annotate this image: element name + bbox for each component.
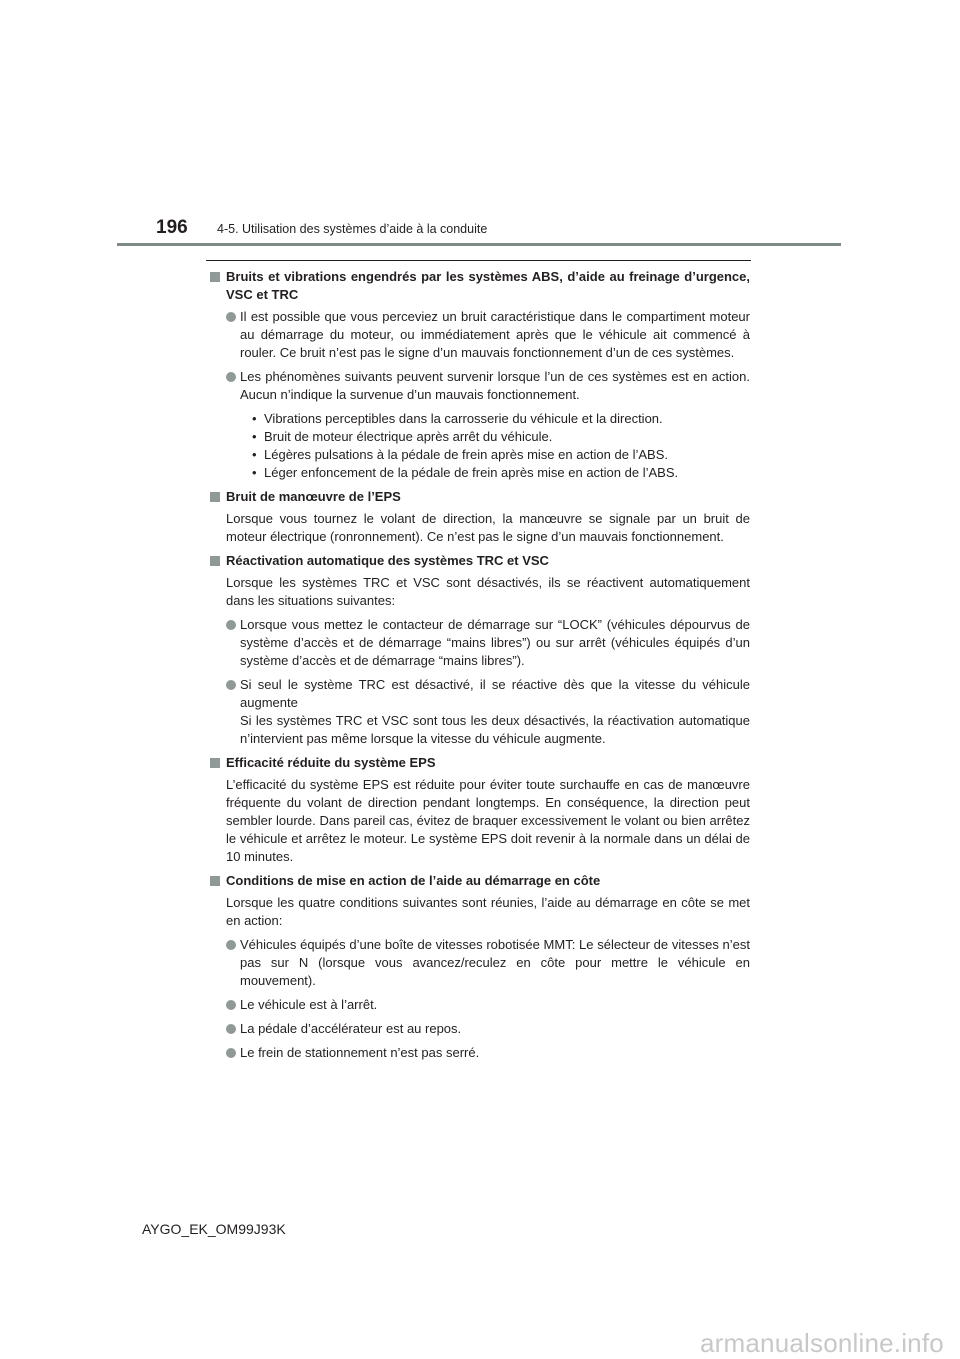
bullet-item: Les phénomènes suivants peuvent survenir lorsque l’un de ces systèmes est en action. Aucun n’indique la survenue d’un mauvais fonctionnement. xyxy=(210,368,750,404)
bullet-continuation: Si les systèmes TRC et VSC sont tous les deux désactivés, la réactivation automatique n’intervient pas même lorsque la vitesse du véhicule augmente. xyxy=(240,713,750,746)
bullet-item: Véhicules équipés d’une boîte de vitesses robotisée MMT: Le sélecteur de vitesses n’est pas sur N (lorsque vous avancez/reculez en côte pour mettre le véhicule en mouvement). xyxy=(210,936,750,990)
circle-bullet-icon xyxy=(226,620,236,630)
paragraph: Lorsque vous tournez le volant de direction, la manœuvre se signale par un bruit de moteur électrique (ronronnement). Ce n’est pas le signe d’un mauvais fonctionnement. xyxy=(226,511,750,544)
content-top-divider xyxy=(206,260,751,261)
page-number: 196 xyxy=(156,217,188,238)
sub-list-item: • Vibrations perceptibles dans la carrosserie du véhicule et la direction. xyxy=(252,411,663,426)
sub-list-item: • Légères pulsations à la pédale de frein après mise en action de l’ABS. xyxy=(252,447,668,462)
paragraph: Lorsque les quatre conditions suivantes sont réunies, l’aide au démarrage en côte se met en action: xyxy=(226,895,750,928)
bullet-item: La pédale d’accélérateur est au repos. xyxy=(210,1020,750,1038)
bullet-item: Si seul le système TRC est désactivé, il se réactive dès que la vitesse du véhicule augmente Si les systèmes TRC et VSC sont tous les deux désactivés, la réactivation automatique n’intervient pas même lorsque la vitesse du véhicule augmente. xyxy=(210,676,750,748)
circle-bullet-icon xyxy=(226,940,236,950)
sub-list xyxy=(210,410,750,482)
circle-bullet-icon xyxy=(226,1048,236,1058)
bullet-item: Le frein de stationnement n’est pas serré. xyxy=(210,1044,750,1062)
bullet-item: Il est possible que vous perceviez un bruit caractéristique dans le compartiment moteur au démarrage du moteur, ou immédiatement après que le véhicule ait commencé à rouler. Ce bruit n’est pas le signe d’un mauvais fonctionnement d’un de ces systèmes. xyxy=(210,308,750,362)
middle-dot-icon: • xyxy=(252,411,257,426)
header-divider xyxy=(117,243,841,246)
section-heading: Conditions de mise en action de l’aide au démarrage en côte xyxy=(210,872,750,890)
circle-bullet-icon xyxy=(226,680,236,690)
section-heading: Réactivation automatique des systèmes TRC et VSC xyxy=(210,552,750,570)
bullet-item: Lorsque vous mettez le contacteur de démarrage sur “LOCK” (véhicules dépourvus de système d’accès et de démarrage “mains libres”) ou sur arrêt (véhicules équipés d’un système d’accès et de démarrage “mains libres”). xyxy=(210,616,750,670)
circle-bullet-icon xyxy=(226,312,236,322)
square-bullet-icon xyxy=(210,272,220,282)
document-code: AYGO_EK_OM99J93K xyxy=(142,1221,286,1237)
circle-bullet-icon xyxy=(226,1000,236,1010)
middle-dot-icon: • xyxy=(252,447,257,462)
section-heading: Efficacité réduite du système EPS xyxy=(210,754,750,772)
sub-list-item: • Bruit de moteur électrique après arrêt du véhicule. xyxy=(252,429,553,444)
square-bullet-icon xyxy=(210,758,220,768)
section-heading: Bruits et vibrations engendrés par les systèmes ABS, d’aide au freinage d’urgence, VSC et TRC xyxy=(210,268,750,304)
middle-dot-icon: • xyxy=(252,465,257,480)
section-title: 4-5. Utilisation des systèmes d’aide à la conduite xyxy=(217,222,488,236)
circle-bullet-icon xyxy=(226,372,236,382)
paragraph: Lorsque les systèmes TRC et VSC sont désactivés, ils se réactivent automatiquement dans les situations suivantes: xyxy=(226,575,750,608)
middle-dot-icon: • xyxy=(252,429,257,444)
sub-list-item: • Léger enfoncement de la pédale de frein après mise en action de l’ABS. xyxy=(252,465,679,480)
square-bullet-icon xyxy=(210,876,220,886)
page-content xyxy=(210,268,750,1068)
square-bullet-icon xyxy=(210,492,220,502)
section-heading: Bruit de manœuvre de l’EPS xyxy=(210,488,750,506)
bullet-item: Le véhicule est à l’arrêt. xyxy=(210,996,750,1014)
paragraph: L’efficacité du système EPS est réduite pour éviter toute surchauffe en cas de manœuvre fréquente du volant de direction pendant longtemps. En conséquence, la direction peut sembler lourde. Dans pareil cas, évitez de braquer excessivement le volant ou bien arrêtez le véhicule et arrêtez le moteur. Le système EPS doit revenir à la normale dans un délai de 10 minutes. xyxy=(226,777,750,864)
square-bullet-icon xyxy=(210,556,220,566)
circle-bullet-icon xyxy=(226,1024,236,1034)
watermark: armanualsonline.info xyxy=(700,1328,944,1358)
